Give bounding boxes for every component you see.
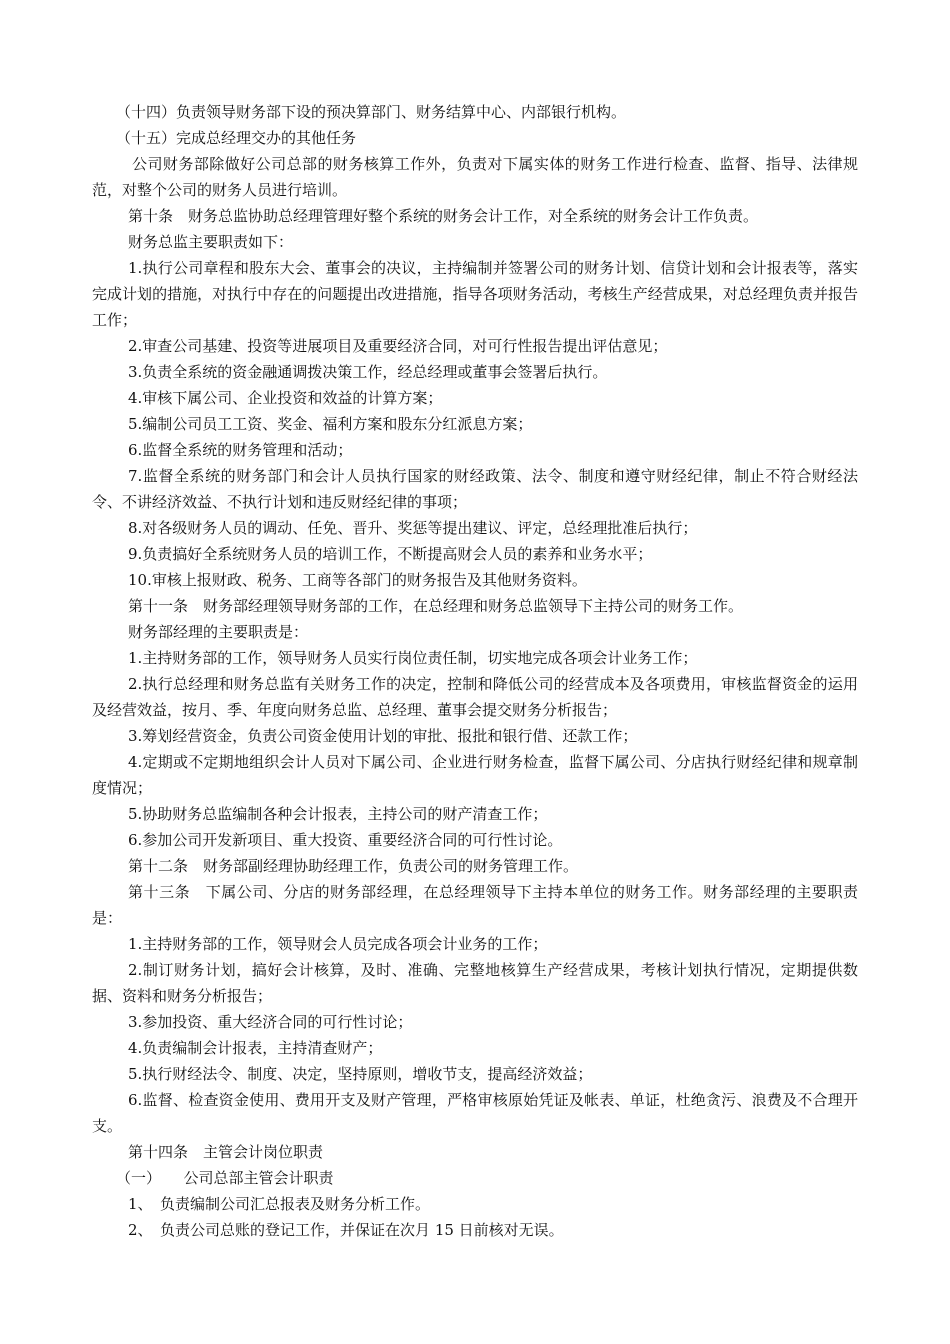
paragraph: （十五）完成总经理交办的其他任务 xyxy=(116,129,357,147)
list-item: 1.主持财务部的工作，领导财会人员完成各项会计业务的工作； xyxy=(128,935,548,953)
list-item: 6.监督全系统的财务管理和活动； xyxy=(128,441,353,459)
list-item: 5.执行财经法令、制度、决定，坚持原则，增收节支，提高经济效益； xyxy=(128,1065,593,1083)
list-item: 4.负责编制会计报表，主持清查财产； xyxy=(128,1039,383,1057)
list-item: 1.主持财务部的工作，领导财务人员实行岗位责任制，切实地完成各项会计业务工作； xyxy=(128,649,698,667)
article-heading: 第十三条 下属公司、分店的财务部经理，在总经理领导下主持本单位的财务工作。财务部经理的主要职责是： xyxy=(92,883,858,927)
list-item: 2.执行总经理和财务总监有关财务工作的决定，控制和降低公司的经营成本及各项费用，审核监督资金的运用及经营效益，按月、季、年度向财务总监、总经理、董事会提交财务分析报告； xyxy=(92,675,858,719)
paragraph: 公司财务部除做好公司总部的财务核算工作外，负责对下属实体的财务工作进行检查、监督、指导、法律规范，对整个公司的财务人员进行培训。 xyxy=(92,155,858,199)
list-item: 2、 负责公司总账的登记工作，并保证在次月 15 日前核对无误。 xyxy=(128,1221,564,1239)
list-item: 3.筹划经营资金，负责公司资金使用计划的审批、报批和银行借、还款工作； xyxy=(128,727,638,745)
list-item: 5.协助财务总监编制各种会计报表，主持公司的财产清查工作； xyxy=(128,805,548,823)
article-heading: 第十二条 财务部副经理协助经理工作，负责公司的财务管理工作。 xyxy=(128,857,579,875)
list-item: 6.参加公司开发新项目、重大投资、重要经济合同的可行性讨论。 xyxy=(128,831,563,849)
list-item: 1、 负责编制公司汇总报表及财务分析工作。 xyxy=(128,1195,431,1213)
list-item: 5.编制公司员工工资、奖金、福利方案和股东分红派息方案； xyxy=(128,415,533,433)
list-item: 1.执行公司章程和股东大会、董事会的决议，主持编制并签署公司的财务计划、信贷计划和会计报表等，落实完成计划的措施，对执行中存在的问题提出改进措施，指导各项财务活动，考核生产经营成果，对总经理负责并报告工作； xyxy=(92,259,858,329)
list-item: 4.定期或不定期地组织会计人员对下属公司、企业进行财务检查，监督下属公司、分店执行财经纪律和规章制度情况； xyxy=(92,753,858,797)
list-item: 7.监督全系统的财务部门和会计人员执行国家的财经政策、法令、制度和遵守财经纪律，制止不符合财经法令、不讲经济效益、不执行计划和违反财经纪律的事项； xyxy=(92,467,858,511)
paragraph: 财务部经理的主要职责是： xyxy=(128,623,309,641)
article-heading: 第十条 财务总监协助总经理管理好整个系统的财务会计工作，对全系统的财务会计工作负责。 xyxy=(128,207,759,225)
paragraph: 财务总监主要职责如下： xyxy=(128,233,294,251)
document-body xyxy=(92,99,858,1243)
list-item: 10.审核上报财政、税务、工商等各部门的财务报告及其他财务资料。 xyxy=(128,571,587,589)
paragraph: （十四）负责领导财务部下设的预决算部门、财务结算中心、内部银行机构。 xyxy=(116,103,627,121)
list-item: 3.负责全系统的资金融通调拨决策工作，经总经理或董事会签署后执行。 xyxy=(128,363,608,381)
article-heading: 第十四条 主管会计岗位职责 xyxy=(128,1143,324,1161)
list-item: 3.参加投资、重大经济合同的可行性讨论； xyxy=(128,1013,413,1031)
list-item: 4.审核下属公司、企业投资和效益的计算方案； xyxy=(128,389,443,407)
list-item: 9.负责搞好全系统财务人员的培训工作，不断提高财会人员的素养和业务水平； xyxy=(128,545,653,563)
list-item: 6.监督、检查资金使用、费用开支及财产管理，严格审核原始凭证及帐表、单证，杜绝贪污、浪费及不合理开支。 xyxy=(92,1091,858,1135)
list-item: 8.对各级财务人员的调动、任免、晋升、奖惩等提出建议、评定，总经理批准后执行； xyxy=(128,519,698,537)
section-heading: （一） 公司总部主管会计职责 xyxy=(116,1169,334,1187)
list-item: 2.制订财务计划，搞好会计核算，及时、准确、完整地核算生产经营成果，考核计划执行情况，定期提供数据、资料和财务分析报告； xyxy=(92,961,858,1005)
list-item: 2.审查公司基建、投资等进展项目及重要经济合同，对可行性报告提出评估意见； xyxy=(128,337,668,355)
article-heading: 第十一条 财务部经理领导财务部的工作，在总经理和财务总监领导下主持公司的财务工作。 xyxy=(128,597,744,615)
